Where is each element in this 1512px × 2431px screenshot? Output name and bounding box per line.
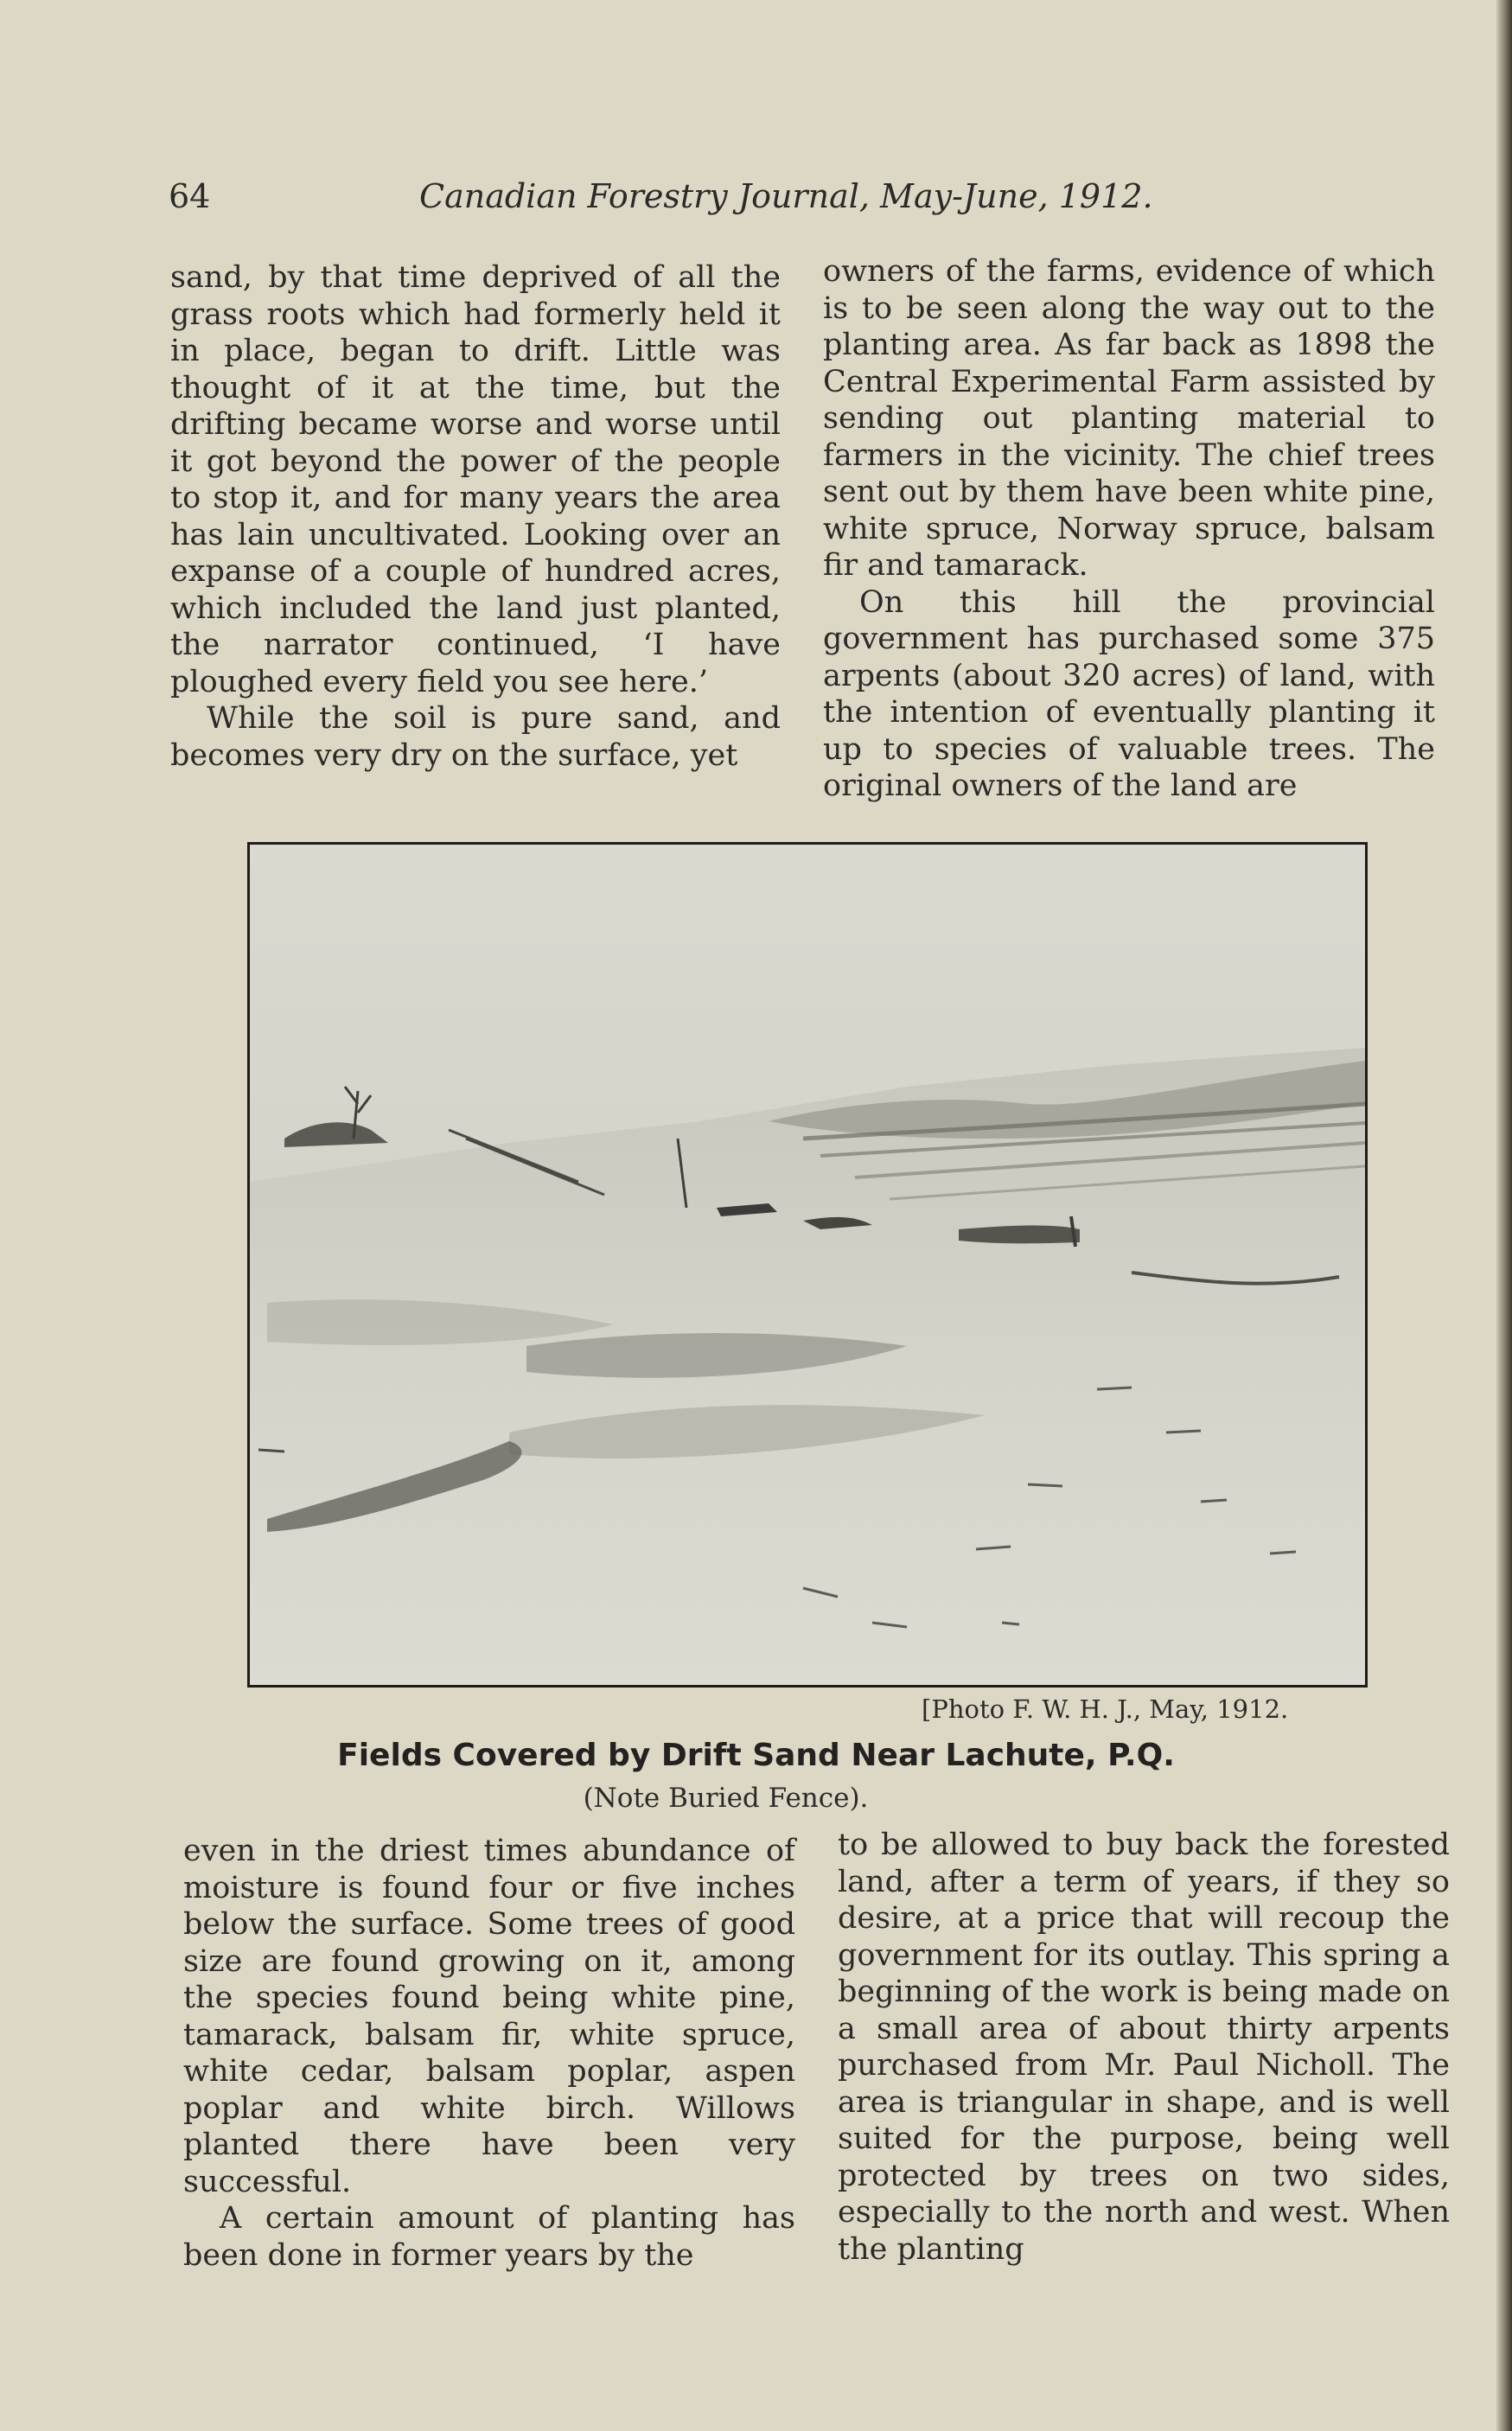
paragraph: sand, by that time deprived of all the grass roots which had formerly held it in place, began to drift. Little was thought of it at the time, but the drifting became worse and worse until it got beyond the power of the people to stop it, and for many years the area has lain uncultivated. Looking over an expanse of a couple of hundred acres, which included the land just planted, the narrator continued, ‘I have ploughed every field you see here.’ bbox=[170, 260, 781, 699]
running-title: Canadian Forestry Journal, May-June, 1912. bbox=[419, 177, 1153, 215]
column-bottom-left bbox=[183, 1833, 795, 2274]
paragraph: On this hill the provincial government has purchased some 375 arpents (about 320 acres) of land, with the intention of eventually planting it up to species of valuable trees. The original owners of the land are bbox=[823, 584, 1435, 803]
figure-caption: Fields Covered by Drift Sand Near Lachute, P.Q. bbox=[337, 1738, 1175, 1773]
paragraph: A certain amount of planting has been done in former years by the bbox=[183, 2201, 795, 2273]
photo-illustration bbox=[250, 845, 1365, 1685]
paragraph: owners of the farms, evidence of which is to be seen along the way out to the planting area. As far back as 1898 the Central Experimental Farm assisted by sending out planting material to farmers in the vicinity. The chief trees sent out by them have been white pine, white spruce, Norway spruce, balsam fir and tamarack. bbox=[823, 254, 1435, 583]
photo-drift-sand bbox=[247, 842, 1368, 1688]
column-top-left bbox=[170, 259, 781, 774]
page-edge-shadow bbox=[1496, 0, 1512, 2431]
subcaption-text: (Note Buried Fence). bbox=[583, 1783, 869, 1814]
running-header bbox=[169, 177, 1171, 229]
column-bottom-right bbox=[838, 1827, 1450, 2268]
column-top-right bbox=[823, 253, 1435, 805]
paragraph: even in the driest times abundance of moisture is found four or five inches below the surface. Some trees of good size are found growing on it, among the species found being white pine, tamarack, balsam fir, white spruce, white cedar, balsam poplar, aspen poplar and white birch. Willows planted there have been very successful. bbox=[183, 1834, 795, 2199]
paragraph: to be allowed to buy back the forested land, after a term of years, if they so desire, at a price that will recoup the government for its outlay. This spring a beginning of the work is being made on a small area of about thirty arpents purchased from Mr. Paul Nicholl. The area is triangular in shape, and is well suited for the purpose, being well protected by trees on two sides, especially to the north and west. When the planting bbox=[838, 1828, 1450, 2267]
page-number: 64 bbox=[169, 177, 211, 215]
photo-credit: [Photo F. W. H. J., May, 1912. bbox=[922, 1694, 1289, 1724]
paragraph: While the soil is pure sand, and becomes very dry on the surface, yet bbox=[170, 701, 781, 773]
figure-subcaption bbox=[0, 1783, 1512, 1814]
